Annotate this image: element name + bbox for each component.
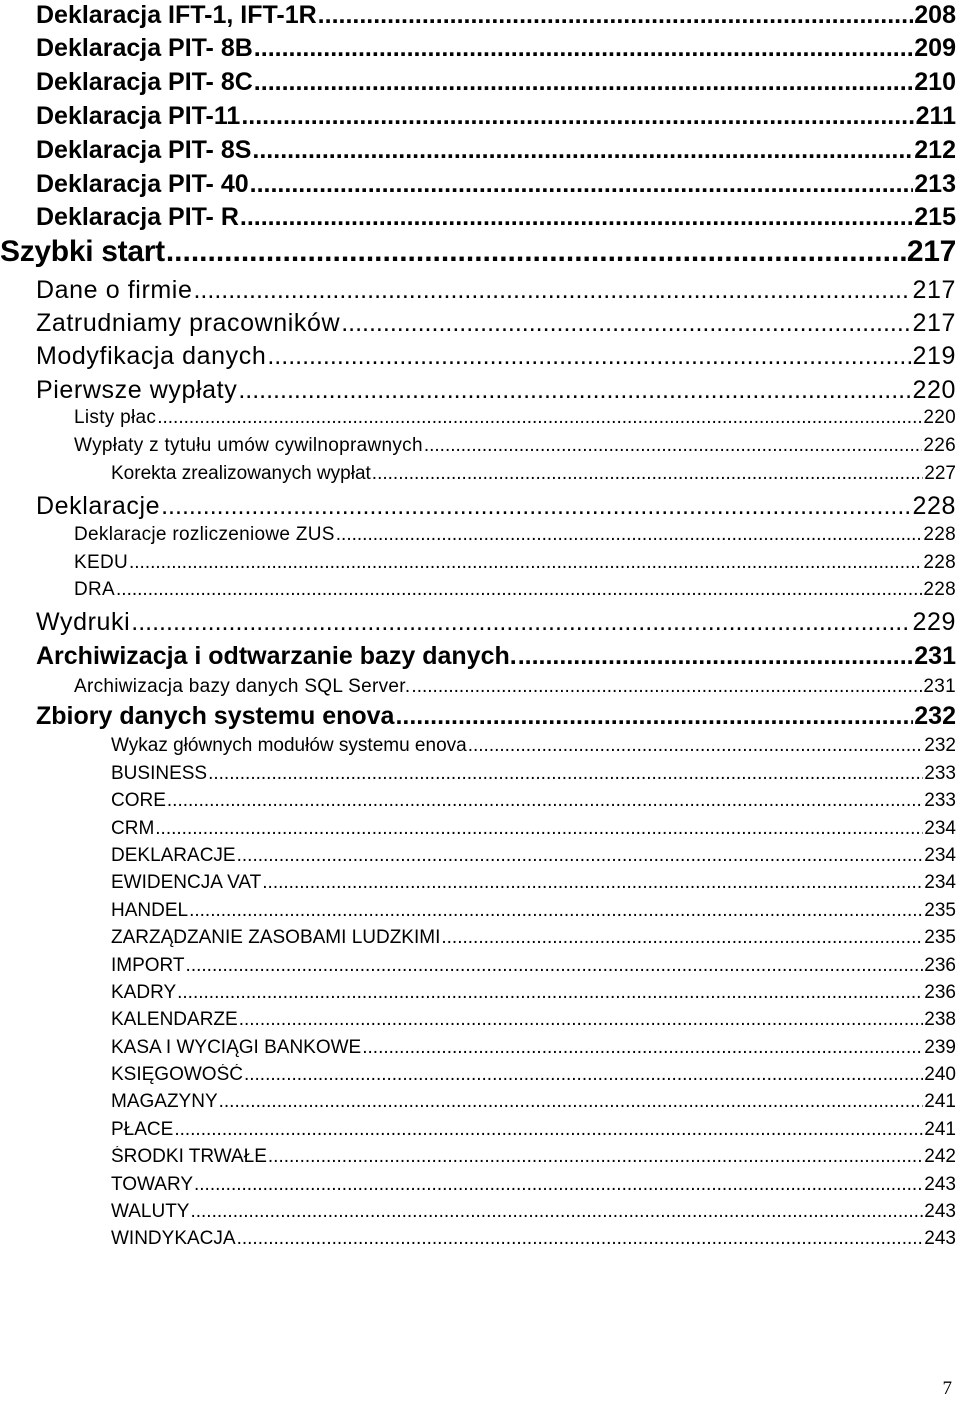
toc-entry-title: MAGAZYNY: [111, 1091, 218, 1112]
toc-dot-leader: [362, 1037, 923, 1059]
toc-entry-page: 217: [906, 235, 956, 268]
toc-dot-leader: [190, 1201, 923, 1223]
toc-entry-title: KASA I WYCIĄGI BANKOWE: [111, 1037, 362, 1058]
toc-dot-leader: [167, 790, 923, 812]
toc-entry-title: EWIDENCJA VAT: [111, 872, 262, 893]
toc-entry[interactable]: [111, 1064, 956, 1086]
toc-entry-title: DEKLARACJE: [111, 845, 236, 866]
toc-entry-page: 235: [924, 927, 956, 948]
toc-dot-leader: [250, 170, 914, 199]
toc-entry[interactable]: [36, 276, 956, 305]
toc-dot-leader: [254, 34, 913, 63]
toc-entry-page: 242: [924, 1146, 956, 1167]
toc-entry-title: WALUTY: [111, 1201, 190, 1222]
toc-entry[interactable]: [111, 463, 956, 485]
toc-entry[interactable]: [36, 170, 956, 199]
toc-entry-title: ZARZĄDZANIE ZASOBAMI LUDZKIMI: [111, 927, 441, 948]
page-number: 7: [942, 1378, 952, 1399]
toc-entry-title: Szybki start: [0, 235, 165, 268]
toc-entry-page: 228: [923, 524, 956, 545]
toc-entry[interactable]: [36, 608, 956, 637]
toc-entry-page: 233: [924, 790, 956, 811]
toc-entry[interactable]: [111, 1037, 956, 1059]
toc-entry-title: Deklaracja PIT- 8S: [36, 136, 252, 164]
toc-entry[interactable]: [36, 102, 956, 131]
toc-dot-leader: [518, 642, 914, 671]
toc-entry-title: IMPORT: [111, 955, 185, 976]
toc-entry[interactable]: [74, 579, 956, 601]
toc-dot-leader: [131, 608, 911, 637]
toc-entry[interactable]: [111, 1091, 956, 1113]
toc-entry-page: 234: [924, 845, 956, 866]
toc-entry[interactable]: [36, 492, 956, 521]
toc-entry-page: 236: [924, 955, 956, 976]
toc-entry-title: Wydruki: [36, 608, 131, 636]
toc-dot-leader: [372, 463, 924, 485]
toc-entry-page: 213: [914, 170, 956, 198]
toc-entry-title: Zatrudniamy pracowników: [36, 309, 341, 337]
toc-entry-page: 231: [923, 676, 956, 697]
toc-entry-page: 208: [914, 1, 956, 29]
toc-entry[interactable]: [111, 1119, 956, 1141]
toc-entry-page: 243: [924, 1228, 956, 1249]
toc-entry[interactable]: [111, 845, 956, 867]
toc-entry-page: 236: [924, 982, 956, 1003]
toc-dot-leader: [268, 1146, 923, 1168]
toc-entry-title: Pierwsze wypłaty: [36, 376, 238, 404]
toc-entry-title: Deklaracja IFT-1, IFT-1R: [36, 1, 317, 29]
toc-entry-title: CORE: [111, 790, 166, 811]
toc-entry[interactable]: [36, 34, 956, 63]
toc-entry[interactable]: [111, 763, 956, 785]
toc-entry-title: Deklaracja PIT- 40: [36, 170, 249, 198]
toc-entry-title: HANDEL: [111, 900, 189, 921]
toc-entry-title: KADRY: [111, 982, 177, 1003]
toc-dot-leader: [189, 900, 923, 922]
toc-dot-leader: [241, 102, 914, 131]
toc-dot-leader: [468, 735, 924, 757]
toc-entry[interactable]: [36, 642, 956, 671]
toc-entry-title: Deklaracje rozliczeniowe ZUS: [74, 524, 335, 545]
toc-entry-title: Archiwizacja i odtwarzanie bazy danych.: [36, 642, 517, 670]
toc-dot-leader: [194, 1174, 923, 1196]
toc-dot-leader: [155, 818, 923, 840]
toc-entry[interactable]: [36, 342, 956, 371]
toc-dot-leader: [395, 702, 913, 731]
toc-entry-title: Deklaracja PIT-11: [36, 102, 241, 130]
toc-entry[interactable]: [111, 1228, 956, 1250]
toc-dot-leader: [186, 955, 924, 977]
toc-entry[interactable]: [74, 407, 956, 429]
toc-dot-leader: [267, 342, 911, 371]
toc-dot-leader: [166, 235, 906, 270]
toc-entry-title: Wykaz głównych modułów systemu enova: [111, 735, 467, 756]
toc-dot-leader: [238, 376, 911, 405]
toc-entry-page: 219: [912, 342, 956, 370]
toc-dot-leader: [129, 552, 922, 574]
toc-entry[interactable]: [111, 818, 956, 840]
toc-entry-page: 232: [914, 702, 956, 730]
toc-dot-leader: [341, 309, 911, 338]
toc-entry[interactable]: [36, 309, 956, 338]
toc-entry-title: WINDYKACJA: [111, 1228, 236, 1249]
toc-entry-title: DRA: [74, 579, 116, 600]
toc-entry-title: BUSINESS: [111, 763, 208, 784]
toc-entry[interactable]: [111, 735, 956, 757]
toc-entry-page: 235: [924, 900, 956, 921]
toc-entry-title: KSIĘGOWOŚĆ: [111, 1064, 243, 1085]
toc-entry-page: 220: [912, 376, 956, 404]
toc-entry[interactable]: [111, 900, 956, 922]
toc-entry[interactable]: [74, 435, 956, 457]
toc-dot-leader: [441, 927, 923, 949]
toc-entry[interactable]: [36, 1, 956, 30]
toc-dot-leader: [240, 203, 913, 232]
toc-entry-title: Zbiory danych systemu enova: [36, 702, 395, 730]
toc-dot-leader: [193, 276, 911, 305]
toc-dot-leader: [318, 1, 914, 30]
toc-dot-leader: [252, 136, 913, 165]
toc-entry-page: 231: [914, 642, 956, 670]
toc-entry-page: 215: [914, 203, 956, 231]
toc-entry-page: 243: [924, 1201, 956, 1222]
toc-entry-title: Deklaracja PIT- 8B: [36, 34, 253, 62]
toc-entry[interactable]: [74, 524, 956, 546]
toc-entry-page: 240: [924, 1064, 956, 1085]
toc-entry[interactable]: [111, 1174, 956, 1196]
toc-dot-leader: [237, 845, 924, 867]
toc-entry[interactable]: [74, 552, 956, 574]
toc-entry-page: 228: [923, 579, 956, 600]
toc-entry-page: 228: [923, 552, 956, 573]
toc-entry-page: 217: [912, 309, 956, 337]
toc-entry-page: 243: [924, 1174, 956, 1195]
toc-entry-page: 210: [914, 68, 956, 96]
toc-entry[interactable]: [111, 872, 956, 894]
toc-entry[interactable]: [111, 1009, 956, 1031]
toc-dot-leader: [424, 435, 923, 457]
toc-entry-page: 234: [924, 818, 956, 839]
toc-dot-leader: [411, 676, 922, 698]
toc-entry-page: 238: [924, 1009, 956, 1030]
toc-dot-leader: [174, 1119, 923, 1141]
toc-entry-title: Archiwizacja bazy danych SQL Server.: [74, 676, 411, 697]
toc-entry-title: Korekta zrealizowanych wypłat: [111, 463, 371, 484]
toc-entry-title: Deklaracja PIT- 8C: [36, 68, 253, 96]
toc-dot-leader: [237, 1228, 924, 1250]
toc-entry-page: 220: [923, 407, 956, 428]
toc-entry-title: Deklaracje: [36, 492, 161, 520]
toc-entry[interactable]: [36, 136, 956, 165]
toc-dot-leader: [262, 872, 923, 894]
toc-dot-leader: [336, 524, 923, 546]
toc-entry-title: Wypłaty z tytułu umów cywilnoprawnych: [74, 435, 423, 456]
toc-entry-page: 217: [912, 276, 956, 304]
toc-dot-leader: [239, 1009, 924, 1031]
toc-dot-leader: [177, 982, 923, 1004]
toc-entry[interactable]: [111, 982, 956, 1004]
toc-dot-leader: [254, 68, 913, 97]
toc-entry-page: 212: [914, 136, 956, 164]
toc-entry-page: 227: [924, 463, 956, 484]
toc-entry-title: Dane o firmie: [36, 276, 193, 304]
toc-dot-leader: [219, 1091, 924, 1113]
toc-entry[interactable]: [111, 927, 956, 949]
toc-entry[interactable]: [74, 676, 956, 698]
toc-entry[interactable]: [0, 235, 956, 270]
toc-entry-title: KEDU: [74, 552, 128, 573]
toc-entry[interactable]: [36, 702, 956, 731]
toc-entry-page: 229: [912, 608, 956, 636]
toc-dot-leader: [161, 492, 911, 521]
toc-entry[interactable]: [111, 955, 956, 977]
toc-entry[interactable]: [36, 203, 956, 232]
toc-entry[interactable]: [111, 1201, 956, 1223]
toc-entry-page: 233: [924, 763, 956, 784]
toc-entry-page: 234: [924, 872, 956, 893]
toc-entry-title: ŚRODKI TRWAŁE: [111, 1146, 267, 1167]
toc-entry[interactable]: [111, 1146, 956, 1168]
toc-dot-leader: [244, 1064, 923, 1086]
toc-entry-page: 228: [912, 492, 956, 520]
toc-entry-page: 209: [914, 34, 956, 62]
toc-entry-title: PŁACE: [111, 1119, 174, 1140]
toc-entry-page: 239: [924, 1037, 956, 1058]
toc-entry-page: 241: [924, 1119, 956, 1140]
toc-entry[interactable]: [36, 376, 956, 405]
toc-dot-leader: [116, 579, 922, 601]
toc-dot-leader: [157, 407, 922, 429]
toc-entry-title: Deklaracja PIT- R: [36, 203, 239, 231]
toc-entry-title: Modyfikacja danych: [36, 342, 267, 370]
toc-entry-page: 232: [924, 735, 956, 756]
toc-entry[interactable]: [36, 68, 956, 97]
toc-entry-title: KALENDARZE: [111, 1009, 238, 1030]
toc-entry-title: CRM: [111, 818, 155, 839]
toc-entry-page: 226: [923, 435, 956, 456]
toc-entry-title: Listy płac: [74, 407, 157, 428]
toc-entry-title: TOWARY: [111, 1174, 193, 1195]
toc-entry-page: 241: [924, 1091, 956, 1112]
toc-dot-leader: [208, 763, 923, 785]
toc-entry-page: 211: [915, 102, 956, 130]
toc-entry[interactable]: [111, 790, 956, 812]
